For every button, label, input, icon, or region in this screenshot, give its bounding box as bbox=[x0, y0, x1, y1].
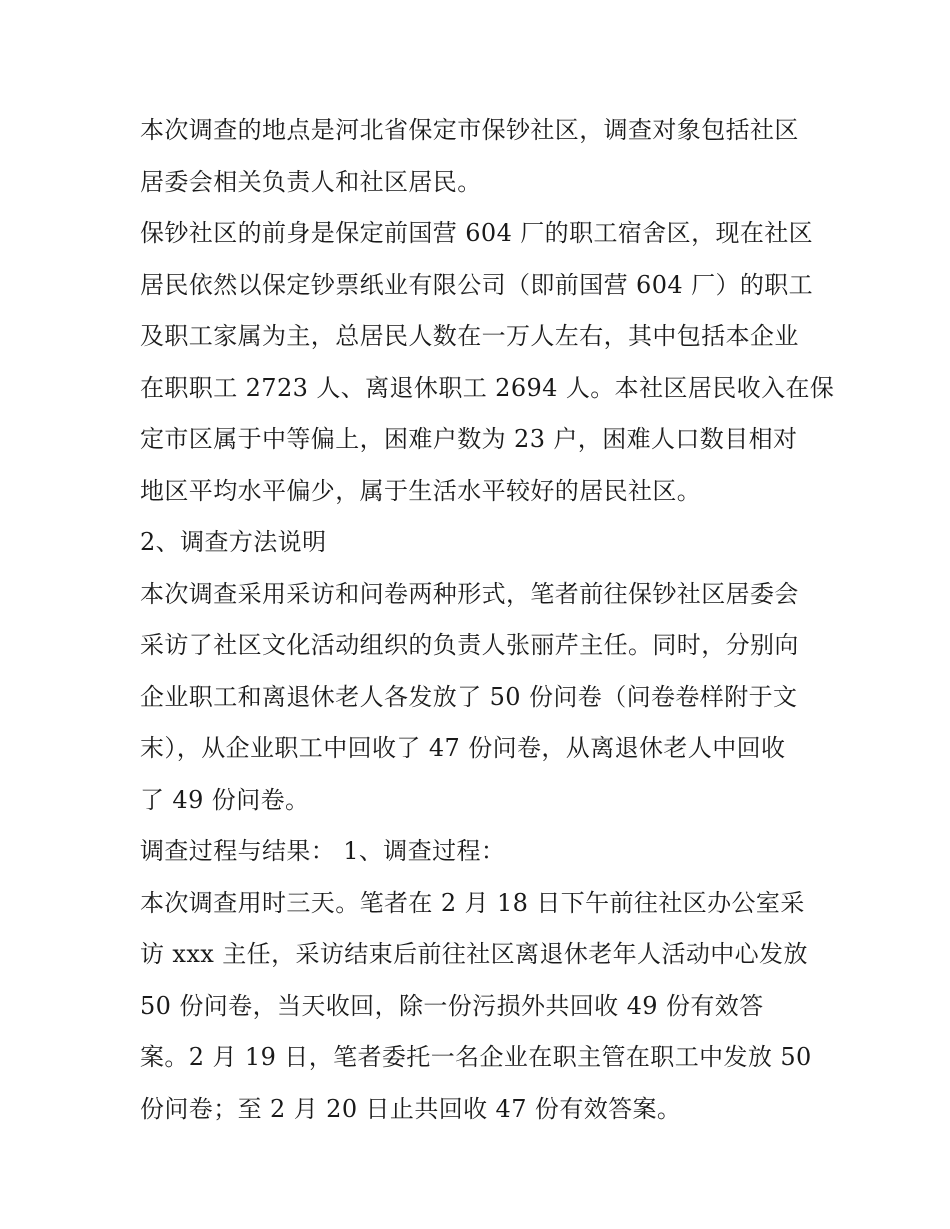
text-line: 在职职工 2723 人、离退休职工 2694 人。本社区居民收入在保 bbox=[140, 373, 835, 402]
text-line: 末），从企业职工中回收了 47 份问卷，从离退休老人中回收 bbox=[140, 734, 786, 762]
text-line: 本次调查的地点是河北省保定市保钞社区，调查对象包括社区 bbox=[140, 116, 799, 144]
text-line: 定市区属于中等偏上，困难户数为 23 户，困难人口数目相对 bbox=[140, 425, 798, 453]
text-line: 居民依然以保定钞票纸业有限公司（即前国营 604 厂）的职工 bbox=[140, 270, 814, 299]
text-line: 50 份问卷，当天收回，除一份污损外共回收 49 份有效答 bbox=[140, 991, 764, 1020]
text-line: 本次调查采用采访和问卷两种形式，笔者前往保钞社区居委会 bbox=[140, 579, 799, 608]
text-line: 保钞社区的前身是保定前国营 604 厂的职工宿舍区，现在社区 bbox=[140, 219, 814, 247]
text-line: 地区平均水平偏少，属于生活水平较好的居民社区。 bbox=[140, 476, 702, 505]
section-heading: 2、调查方法说明 bbox=[140, 528, 327, 556]
section-heading: 调查过程与结果： 1、调查过程： bbox=[140, 837, 506, 865]
text-line: 本次调查用时三天。笔者在 2 月 18 日下午前往社区办公室采 bbox=[140, 888, 805, 917]
text-line: 了 49 份问卷。 bbox=[140, 785, 310, 814]
text-line: 份问卷；至 2 月 20 日止共回收 47 份有效答案。 bbox=[140, 1094, 682, 1123]
text-line: 居委会相关负责人和社区居民。 bbox=[140, 167, 482, 196]
text-line: 访 xxx 主任，采访结束后前往社区离退休老年人活动中心发放 bbox=[140, 940, 808, 968]
text-line: 企业职工和离退休老人各发放了 50 份问卷（问卷卷样附于文 bbox=[140, 682, 798, 711]
text-line: 案。2 月 19 日，笔者委托一名企业在职主管在职工中发放 50 bbox=[140, 1043, 812, 1071]
body-text bbox=[140, 105, 835, 1135]
text-line: 采访了社区文化活动组织的负责人张丽芹主任。同时，分别向 bbox=[140, 631, 799, 659]
text-line: 及职工家属为主，总居民人数在一万人左右，其中包括本企业 bbox=[140, 322, 799, 350]
